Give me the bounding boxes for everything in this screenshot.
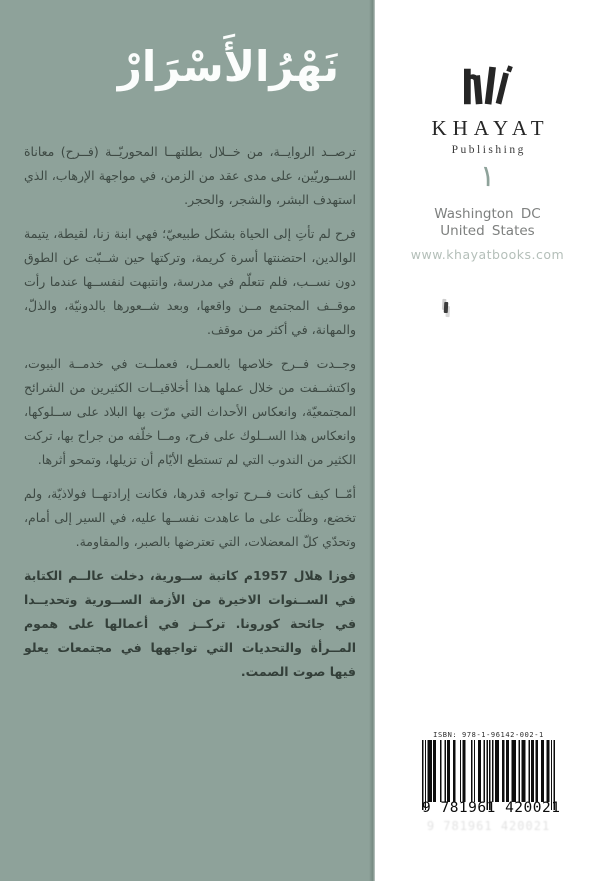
author-bio: فوزا هلال 1957م كاتبة ســورية، دخلت عالــم الكتابة في الســنوات الاخيرة من الأزمة الســورية وتحديــدا في جائحة كورونا. تركــز في أعمالها على هموم المــرأة والتحديات التي تواجهها في مجتمعات يعلو فيها صوت الصمت. bbox=[24, 568, 356, 679]
small-print-mark bbox=[444, 302, 449, 313]
location-line: Washington DC bbox=[434, 206, 541, 222]
synopsis-paragraph: ترصــد الروايــة، من خــلال بطلتهــا المحوريّــة (فــرح) معاناة الســوريّين، على مدى عقد من الزمن، في مواجهة الإرهاب، الذي استهدف البشر، والشجر، والحجر. bbox=[24, 144, 356, 207]
khayat-books-logo-icon bbox=[375, 62, 600, 110]
barcode-digits: 9 781961 420021 bbox=[422, 800, 561, 816]
isbn-label: ISBN: 978-1-96142-002-1 bbox=[433, 731, 544, 739]
location-line: United States bbox=[440, 223, 535, 239]
synopsis-paragraph: أمّــا كيف كانت فــرح تواجه قدرها، فكانت إرادتهــا فولاذيّة، ولم تخضع، وظلّت على ما عاهدت نفســها عليه، في السير إلى أمام، وتحدّي كلّ المعضلات، التي تعترضها بالصبر، والمقاومة. bbox=[24, 486, 356, 549]
synopsis-paragraph: فرح لم تأتِ إلى الحياة بشكل طبيعيّ؛ فهي ابنة زنا، لقيطة، يتيمة الوالدين، احتضنتها أسرة كريمة، وتركتها حين شــبّت عن الطوق دون نســب، فلم تتعلّم في مدرسة، وانتبهت لنفســها عندما رأت موقــف المجتمع مــن واقعها، وبعد شــعورها بالدونيّة، والذلّ، والمهانة، في أكثر من موقف. bbox=[24, 226, 356, 337]
synopsis-paragraph: وجــدت فــرح خلاصها بالعمــل، فعملــت في خدمــة البيوت، واكتشــفت من خلال عملها هذا أخلاقيــات الكثيرين من الشرائح المجتمعيّة، وانعكاس الأحداث التي مرّت بها البلاد على ســلوكها، وانعكاس هذا الســلوك على فرح، ومــا خلّفه من جراح بها، تركت الكثير من الندوب التي لم تستطع الأيّام أن تزيلها، وتمحو أثرها. bbox=[24, 356, 356, 467]
publisher-tagline: Publishing bbox=[451, 144, 526, 156]
volume-one-mark: ١ bbox=[478, 158, 497, 195]
publisher-location bbox=[375, 206, 600, 240]
barcode-ghost-reflection: 9 781961 420021 bbox=[426, 819, 551, 833]
book-title: نَهْرُالأَسْرَارْ bbox=[117, 42, 339, 91]
publisher-name: KHAYAT bbox=[431, 116, 550, 140]
barcode-block bbox=[422, 731, 561, 833]
publisher-column bbox=[375, 0, 600, 881]
synopsis bbox=[24, 140, 356, 694]
publisher-website: www.khayatbooks.com bbox=[410, 247, 565, 262]
